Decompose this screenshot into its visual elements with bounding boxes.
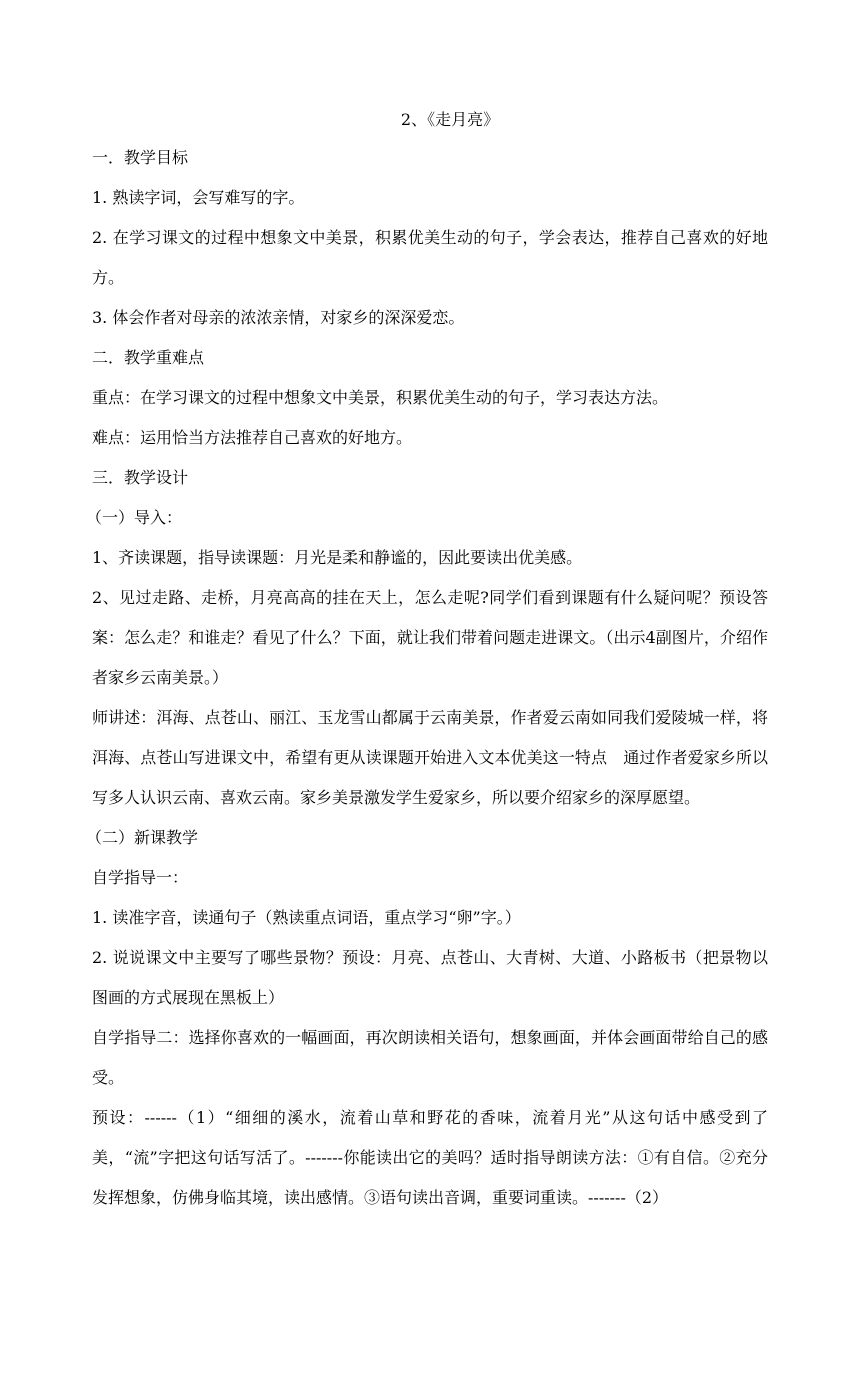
paragraph: 2. 在学习课文的过程中想象文中美景，积累优美生动的句子，学会表达，推荐自己喜欢的好地方。 — [92, 228, 768, 287]
text-line: 1、齐读课题，指导读课题：月光是柔和静谧的，因此要读出优美感。 — [92, 548, 583, 567]
text-line: （一）导入： — [86, 508, 183, 527]
text-line: 重点：在学习课文的过程中想象文中美景，积累优美生动的句子，学习表达方法。 — [92, 388, 669, 407]
paragraph: 2. 说说课文中主要写了哪些景物？预设：月亮、点苍山、大青树、大道、小路板书（把景物以图画的方式展现在黑板上） — [92, 948, 768, 1007]
section-heading: 一．教学目标 — [92, 148, 189, 167]
text-line: 3. 体会作者对母亲的浓浓亲情，对家乡的深深爱恋。 — [92, 308, 465, 327]
text-line: （二）新课教学 — [86, 828, 199, 847]
paragraph: 预设：------（1）“细细的溪水，流着山草和野花的香味，流着月光”从这句话中感受到了美，“流”字把这句话写活了。-------你能读出它的美吗？适时指导朗读方法：①有自信。②充分发挥想象，仿佛身临其境，读出感情。③语句读出音调，重要词重读。-------（2） — [92, 1108, 768, 1207]
section-heading: 二．教学重难点 — [92, 348, 205, 367]
text-line: 难点：运用恰当方法推荐自己喜欢的好地方。 — [92, 428, 413, 447]
section-heading: 三．教学设计 — [92, 468, 189, 487]
text-line: 1. 读准字音，读通句子（熟读重点词语，重点学习“卵”字。） — [92, 908, 521, 927]
document-body — [86, 146, 768, 1218]
document-title: 2、《走月亮》 — [400, 110, 500, 129]
text-line: 自学指导一： — [92, 868, 189, 887]
paragraph: 2、见过走路、走桥，月亮高高的挂在天上，怎么走呢?同学们看到课题有什么疑问呢？预设答案：怎么走？和谁走？看见了什么？下面，就让我们带着问题走进课文。（出示4副图片，介绍作者家乡云南美景。） — [92, 588, 768, 687]
paragraph: 师讲述：洱海、点苍山、丽江、玉龙雪山都属于云南美景，作者爱云南如同我们爱陵城一样，将洱海、点苍山写进课文中，希望有更从读课题开始进入文本优美这一特点 通过作者爱家乡所以写多人认识云南、喜欢云南。家乡美景激发学生爱家乡，所以要介绍家乡的深厚愿望。 — [92, 708, 768, 807]
text-line: 1. 熟读字词，会写难写的字。 — [92, 188, 305, 207]
paragraph: 自学指导二：选择你喜欢的一幅画面，再次朗读相关语句，想象画面，并体会画面带给自己的感受。 — [92, 1028, 768, 1087]
